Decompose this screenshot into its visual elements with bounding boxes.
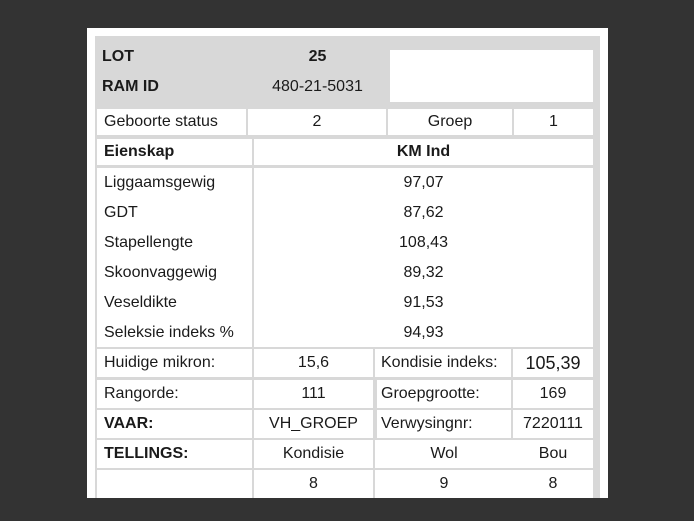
ram-id-label: RAM ID (95, 72, 250, 102)
condition-index-value: 105,39 (513, 349, 593, 377)
counts-spacer (97, 470, 252, 498)
counts-header-condition: Kondisie (254, 440, 373, 468)
reference-value: 7220111 (513, 410, 593, 438)
micron-value: 15,6 (254, 349, 373, 377)
ram-info-card (87, 28, 608, 498)
ram-id-value: 480-21-5031 (250, 72, 385, 102)
trait-value: 97,07 (254, 168, 593, 198)
trait-value: 94,93 (254, 318, 593, 347)
trait-value: 108,43 (254, 228, 593, 258)
trait-name: Veseldikte (97, 288, 252, 318)
lot-label: LOT (95, 42, 250, 72)
counts-header-build: Bou (513, 440, 593, 468)
group-label: Groep (388, 109, 512, 135)
trait-name: Stapellengte (97, 228, 252, 258)
trait-values (254, 168, 593, 347)
sire-label: VAAR: (97, 410, 252, 438)
reference-label: Verwysingnr: (377, 410, 511, 438)
counts-header-wool: Wol (375, 440, 513, 468)
trait-value: 87,62 (254, 198, 593, 228)
trait-header-property: Eienskap (97, 139, 252, 165)
ram-info-table (95, 36, 600, 498)
condition-index-label: Kondisie indeks: (375, 349, 511, 377)
trait-header-value: KM Ind (254, 139, 593, 165)
counts-value-wool: 9 (375, 470, 513, 498)
trait-names (97, 168, 252, 347)
group-size-label: Groepgrootte: (377, 380, 511, 408)
photo-box (390, 50, 593, 102)
lot-value: 25 (250, 42, 385, 72)
trait-name: Seleksie indeks % (97, 318, 252, 347)
group-value: 1 (514, 109, 593, 135)
counts-label: TELLINGS: (97, 440, 252, 468)
counts-value-build: 8 (513, 470, 593, 498)
birth-status-value: 2 (248, 109, 386, 135)
sire-value: VH_GROEP (254, 410, 373, 438)
group-size-value: 169 (513, 380, 593, 408)
counts-value-condition: 8 (254, 470, 373, 498)
rank-label: Rangorde: (97, 380, 252, 408)
micron-label: Huidige mikron: (97, 349, 252, 377)
birth-status-label: Geboorte status (97, 109, 246, 135)
trait-name: Liggaamsgewig (97, 168, 252, 198)
trait-value: 89,32 (254, 258, 593, 288)
trait-value: 91,53 (254, 288, 593, 318)
rank-value: 111 (254, 380, 373, 408)
trait-name: Skoonvaggewig (97, 258, 252, 288)
trait-name: GDT (97, 198, 252, 228)
